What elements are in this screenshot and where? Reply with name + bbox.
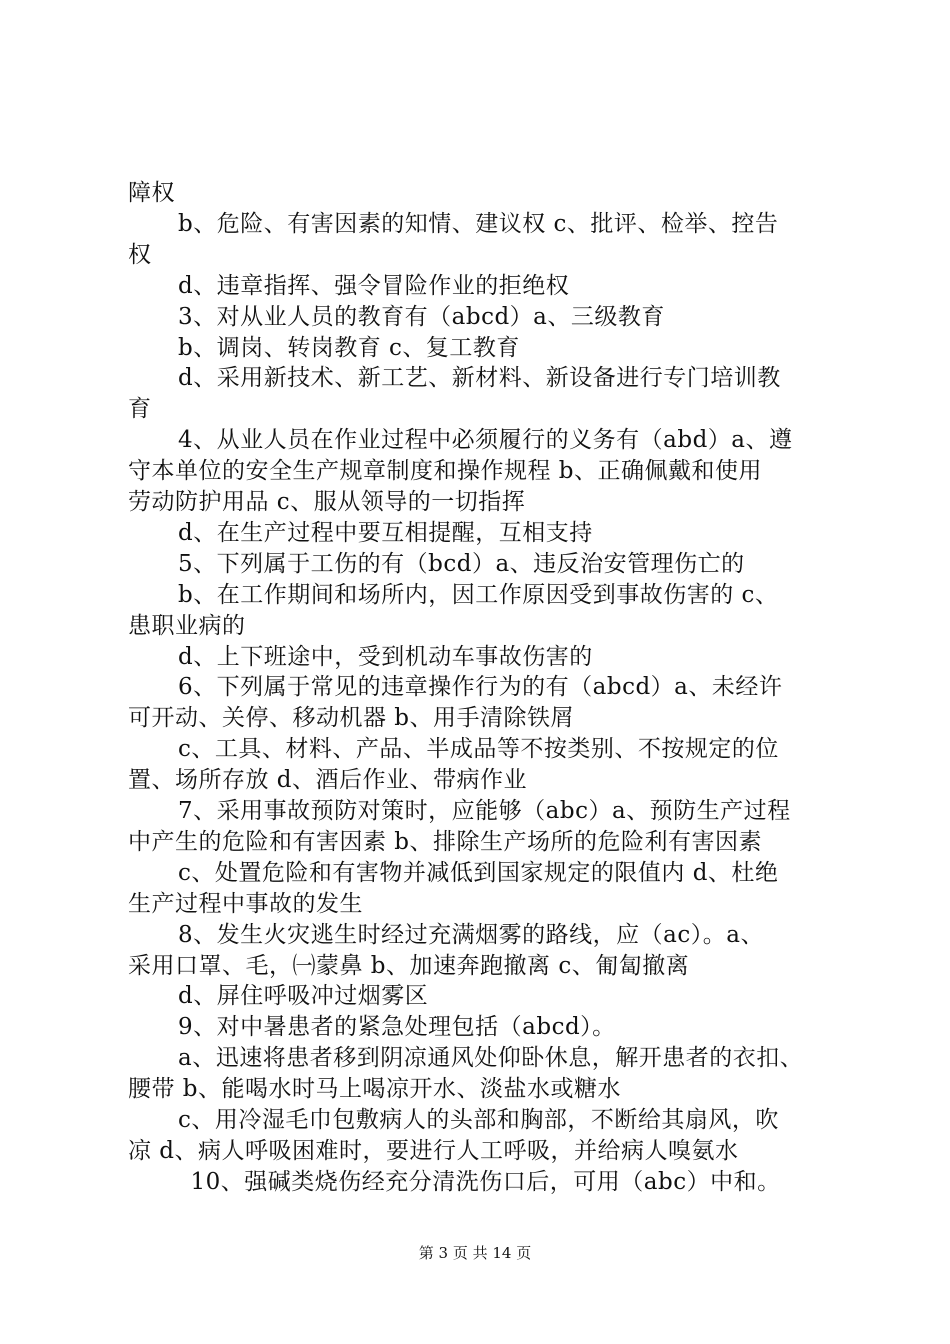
text-line: 腰带 b、能喝水时马上喝凉开水、淡盐水或糖水 xyxy=(128,1076,622,1103)
text-line: b、调岗、转岗教育 c、复工教育 xyxy=(178,334,520,361)
text-line: c、用冷湿毛巾包敷病人的头部和胸部，不断给其扇风，吹 xyxy=(178,1107,779,1133)
text-line: d、违章指挥、强令冒险作业的拒绝权 xyxy=(178,272,570,299)
text-line: b、在工作期间和场所内，因工作原因受到事故伤害的 c、 xyxy=(178,581,779,608)
page-footer: 第 3 页 共 14 页 xyxy=(418,1244,532,1262)
text-line: d、采用新技术、新工艺、新材料、新设备进行专门培训教 xyxy=(178,365,781,392)
text-line: 采用口罩、毛，㈠蒙鼻 b、加速奔跑撤离 c、匍匐撤离 xyxy=(128,952,690,979)
text-line: c、处置危险和有害物并减低到国家规定的限值内 d、杜绝 xyxy=(178,859,779,886)
text-line: 4、从业人员在作业过程中必须履行的义务有（abd）a、遵 xyxy=(178,427,793,454)
text-line: 6、下列属于常见的违章操作行为的有（abcd）a、未经许 xyxy=(178,674,783,701)
text-line: 凉 d、病人呼吸困难时，要进行人工呼吸，并给病人嗅氨水 xyxy=(128,1137,739,1164)
text-line: 8、发生火灾逃生时经过充满烟雾的路线，应（ac）。a、 xyxy=(178,921,764,948)
text-line: 守本单位的安全生产规章制度和操作规程 b、正确佩戴和使用 xyxy=(128,458,763,485)
text-line: 5、下列属于工伤的有（bcd）a、违反治安管理伤亡的 xyxy=(178,550,745,577)
text-line: 9、对中暑患者的紧急处理包括（abcd）。 xyxy=(178,1014,616,1041)
text-line: 10、强碱类烧伤经充分清洗伤口后，可用（abc）中和。 xyxy=(190,1168,781,1195)
text-line: 权 xyxy=(128,241,152,268)
text-line: 7、采用事故预防对策时，应能够（abc）a、预防生产过程 xyxy=(178,798,791,824)
text-line: b、危险、有害因素的知情、建议权 c、批评、检举、控告 xyxy=(178,210,779,237)
text-line: 育 xyxy=(128,396,152,423)
text-line: 置、场所存放 d、酒后作业、带病作业 xyxy=(128,767,528,794)
text-line: 劳动防护用品 c、服从领导的一切指挥 xyxy=(128,489,526,515)
text-line: 患职业病的 xyxy=(128,612,246,639)
text-line: d、屏住呼吸冲过烟雾区 xyxy=(178,983,429,1010)
text-line: d、上下班途中，受到机动车事故伤害的 xyxy=(178,643,593,670)
text-line: d、在生产过程中要互相提醒，互相支持 xyxy=(178,519,593,546)
text-line: 中产生的危险和有害因素 b、排除生产场所的危险利有害因素 xyxy=(128,828,763,855)
text-line: a、迅速将患者移到阴凉通风处仰卧休息，解开患者的衣扣、 xyxy=(178,1045,804,1072)
text-line: 可开动、关停、移动机器 b、用手清除铁屑 xyxy=(128,705,575,732)
text-line: 生产过程中事故的发生 xyxy=(128,890,363,917)
text-line: 障权 xyxy=(128,180,175,206)
text-line: c、工具、材料、产品、半成品等不按类别、不按规定的位 xyxy=(178,736,779,763)
text-line: 3、对从业人员的教育有（abcd）a、三级教育 xyxy=(178,303,665,330)
